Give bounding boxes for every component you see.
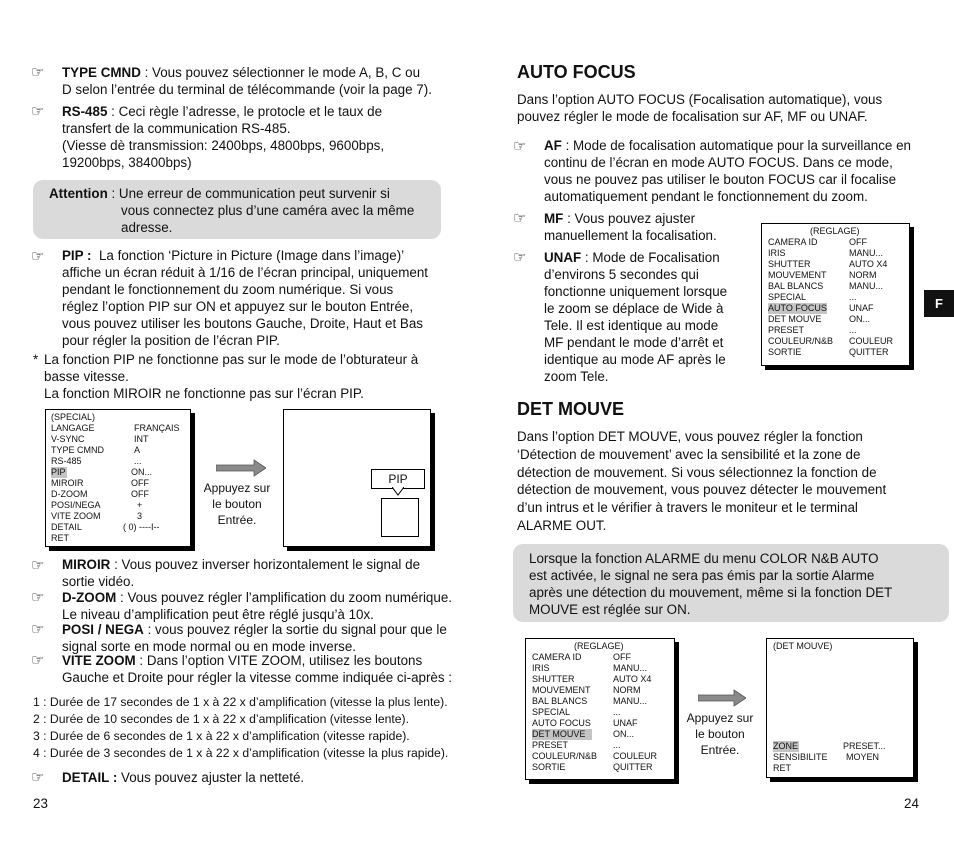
menu-value: OFF [131,489,149,499]
pointing-hand-icon: ☞ [31,103,45,120]
list-item: 3 : Durée de 6 secondes de 1 x à 22 x d’amplification (vitesse rapide). [33,729,410,743]
det-mouve-heading: DET MOUVE [517,399,625,419]
pointing-hand-icon: ☞ [31,769,45,786]
pointing-hand-icon: ☞ [513,249,527,266]
menu-value: PRESET... [843,741,886,751]
reglage-menu-screen [761,223,910,366]
menu-value: OFF [131,478,149,488]
menu-item: SORTIE [768,347,802,357]
menu-title: (DET MOUVE) [773,641,833,651]
menu-value: ... [134,456,142,466]
menu-value: MANU... [613,696,648,706]
list-item: 4 : Durée de 3 secondes de 1 x à 22 x d’amplification (vitesse la plus rapide). [33,746,449,760]
menu-value: INT [134,434,149,444]
menu-item: CAMERA ID [768,237,818,247]
menu-item: LANGAGE [51,423,95,433]
menu-item: SENSIBILITE [773,752,828,762]
menu-item: VITE ZOOM [51,511,101,521]
menu-value: ON... [131,467,153,477]
menu-value: OFF [613,652,631,662]
menu-item: SHUTTER [532,674,575,684]
pointing-hand-icon: ☞ [513,138,527,155]
page-number-right: 24 [904,796,919,811]
special-menu-screen [45,409,191,547]
miroir-paragraph: MIROIR : Vous pouvez inverser horizontalement le signal de sortie vidéo. [62,557,421,589]
menu-item: SORTIE [532,762,566,772]
menu-value: COULEUR [849,336,894,346]
pointing-hand-icon: ☞ [31,64,45,81]
menu-item: IRIS [768,248,786,258]
menu-value: NORM [613,685,641,695]
pointing-hand-icon: ☞ [31,557,45,574]
menu-item: IRIS [532,663,550,673]
det-mouve-menu-screen [766,638,914,778]
pip-paragraph: PIP : La fonction ‘Picture in Picture (Image dans l’image)’ affiche un écran réduit à 1/16 de l’écran principal, uniquement pendant le fonctionnement du zoom numérique. Si vous réglez l’option PIP sur ON et appuyez sur le bouton Entrée, vous pouvez utiliser les boutons Gauche, Droite, Haut et Bas pour régler la position de l’écran PIP. [62,248,428,348]
menu-value: A [134,445,141,455]
auto-focus-intro: Dans l’option AUTO FOCUS (Focalisation automatique), vous pouvez régler le mode de focalisation sur AF, MF ou UNAF. [517,92,883,124]
note-text: Lorsque la fonction ALARME du menu COLOR N&B AUTO est activée, le signal ne sera pas émis par la sortie Alarme après une détection du mouvement, même si la fonction DET MOUVE est réglée sur ON. [529,551,893,617]
menu-value: AUTO X4 [613,674,652,684]
arrow-right-icon [216,459,266,477]
menu-value: OFF [849,237,867,247]
menu-value: ... [613,740,621,750]
menu-item: MOUVEMENT [768,270,827,280]
pointing-hand-icon: ☞ [31,652,45,669]
menu-value: MANU... [613,663,648,673]
menu-item: CAMERA ID [532,652,582,662]
menu-item: RET [773,763,791,773]
af-paragraph: AF : Mode de focalisation automatique pour la surveillance en [544,138,911,153]
menu-value: MOYEN [846,752,880,762]
menu-item: DET MOUVE [768,314,822,324]
menu-item: PRESET [768,325,805,335]
rs485-paragraph: RS-485 : Ceci règle l’adresse, le protocle et le taux de transfert de la communication RS-485. (Viesse dè transmission: 2400bps, 4800bps, 9600bps, 19200bps, 38400bps) [62,104,385,170]
menu-value: ... [613,707,621,717]
menu-value: UNAF [613,718,638,728]
af-continued: continu de l’écran en mode AUTO FOCUS. Dans ce mode, vous ne pouvez pas utiliser le bouton FOCUS car il focalise automatiquement pendant le fonctionnement du zoom. [544,155,897,204]
callout-pointer [392,487,404,497]
arrow-right-icon [698,689,746,707]
attention-label: Attention : Une erreur de communication peut survenir si [49,186,390,201]
menu-item: BAL BLANCS [532,696,588,706]
menu-value: 3 [137,511,143,521]
page-number-left: 23 [33,796,48,811]
unaf-paragraph: UNAF : Mode de Focalisation d’environs 5 secondes qui fonctionne uniquement lorsque le zoom se déplace de Wide à Tele. Il est identique au mode MF pendant le mode d’arrêt et identique au mode AF après le zoom Tele. [544,250,728,384]
speed-list [33,694,448,762]
auto-focus-heading: AUTO FOCUS [517,62,636,82]
vite-zoom-paragraph: VITE ZOOM : Dans l’option VITE ZOOM, utilisez les boutons Gauche et Droite pour régler la vitesse comme indiquée ci-après : [62,653,453,685]
menu-item-highlighted: DET MOUVE [532,729,592,740]
language-tab: F [924,290,954,317]
menu-value: MANU... [849,248,884,258]
menu-item: DETAIL [51,522,82,532]
menu-item: RS-485 [51,456,82,466]
menu-value: QUITTER [613,762,653,772]
menu-value: ... [849,292,857,302]
menu-item: TYPE CMND [51,445,105,455]
enter-caption: Appuyez sur le bouton Entrée. [203,481,271,527]
menu-item: D-ZOOM [51,489,88,499]
menu-value: ON... [849,314,871,324]
menu-item: COULEUR/N&B [768,336,834,346]
pip-screen [283,409,431,547]
menu-value: + [137,500,143,510]
menu-item: COULEUR/N&B [532,751,598,761]
list-item: 2 : Durée de 10 secondes de 1 x à 22 x d’amplification (vitesse lente). [33,712,409,726]
menu-value: QUITTER [849,347,889,357]
type-cmnd-paragraph: TYPE CMND : Vous pouvez sélectionner le mode A, B, C ou D selon l’entrée du terminal de télécommande (voir la page 7). [62,65,432,97]
menu-title: (SPECIAL) [51,412,96,422]
menu-title: (REGLAGE) [810,226,860,236]
menu-item: SPECIAL [532,707,571,717]
dzoom-paragraph: D-ZOOM : Vous pouvez régler l’amplification du zoom numérique. Le niveau d’amplification peut être réglé jusqu’à 10x. [62,590,452,622]
pointing-hand-icon: ☞ [513,210,527,227]
list-item: 1 : Durée de 17 secondes de 1 x à 22 x d’amplification (vitesse la plus lente). [33,695,448,709]
menu-item: PRESET [532,740,569,750]
det-mouve-intro: Dans l’option DET MOUVE, vous pouvez régler la fonction ‘Détection de mouvement’ avec la sensibilité et la zone de détection de mouvement. Si vous sélectionnez la fonction de détection de mouvement, vous pouvez détecter le mouvement d’un intrus et le vérifier à travers le moniteur et le terminal ALARME OUT. [517,429,887,533]
reglage-menu-screen-2 [525,638,675,780]
pip-window [381,498,419,537]
pointing-hand-icon: ☞ [31,589,45,606]
menu-item: POSI/NEGA [51,500,101,510]
menu-item: SHUTTER [768,259,811,269]
menu-value: ( 0) ----I-- [123,522,160,532]
menu-item: MOUVEMENT [532,685,591,695]
star-mark: * [33,352,39,367]
pointing-hand-icon: ☞ [31,621,45,638]
menu-item: AUTO FOCUS [532,718,591,728]
menu-item: SPECIAL [768,292,807,302]
menu-value: UNAF [849,303,874,313]
menu-item-highlighted: AUTO FOCUS [768,303,827,313]
attention-continued: vous connectez plus d’une caméra avec la même adresse. [121,203,415,235]
mf-paragraph: MF : Vous pouvez ajuster manuellement la focalisation. [544,211,717,243]
menu-item: BAL BLANCS [768,281,824,291]
menu-item-highlighted: PIP [51,467,66,477]
pip-note: La fonction PIP ne fonctionne pas sur le mode de l’obturateur à basse vitesse. La fonction MIROIR ne fonctionne pas sur l’écran PIP. [44,352,419,401]
menu-value: AUTO X4 [849,259,888,269]
detail-paragraph: DETAIL : Vous pouvez ajuster la netteté. [62,770,305,785]
pointing-hand-icon: ☞ [31,248,45,265]
menu-title: (REGLAGE) [574,641,624,651]
menu-value: ON... [613,729,635,739]
menu-item: MIROIR [51,478,84,488]
enter-caption: Appuyez sur le bouton Entrée. [686,711,754,757]
menu-value: NORM [849,270,877,280]
menu-item-highlighted: ZONE [773,741,799,751]
menu-value: ... [849,325,857,335]
pip-callout: PIP [371,469,425,489]
menu-value: FRANÇAIS [134,423,180,433]
menu-item: V-SYNC [51,434,85,444]
menu-item: RET [51,533,69,543]
posi-nega-paragraph: POSI / NEGA : vous pouvez régler la sortie du signal pour que le signal sorte en mode normal ou en mode inverse. [62,622,447,654]
menu-value: MANU... [849,281,884,291]
menu-value: COULEUR [613,751,658,761]
